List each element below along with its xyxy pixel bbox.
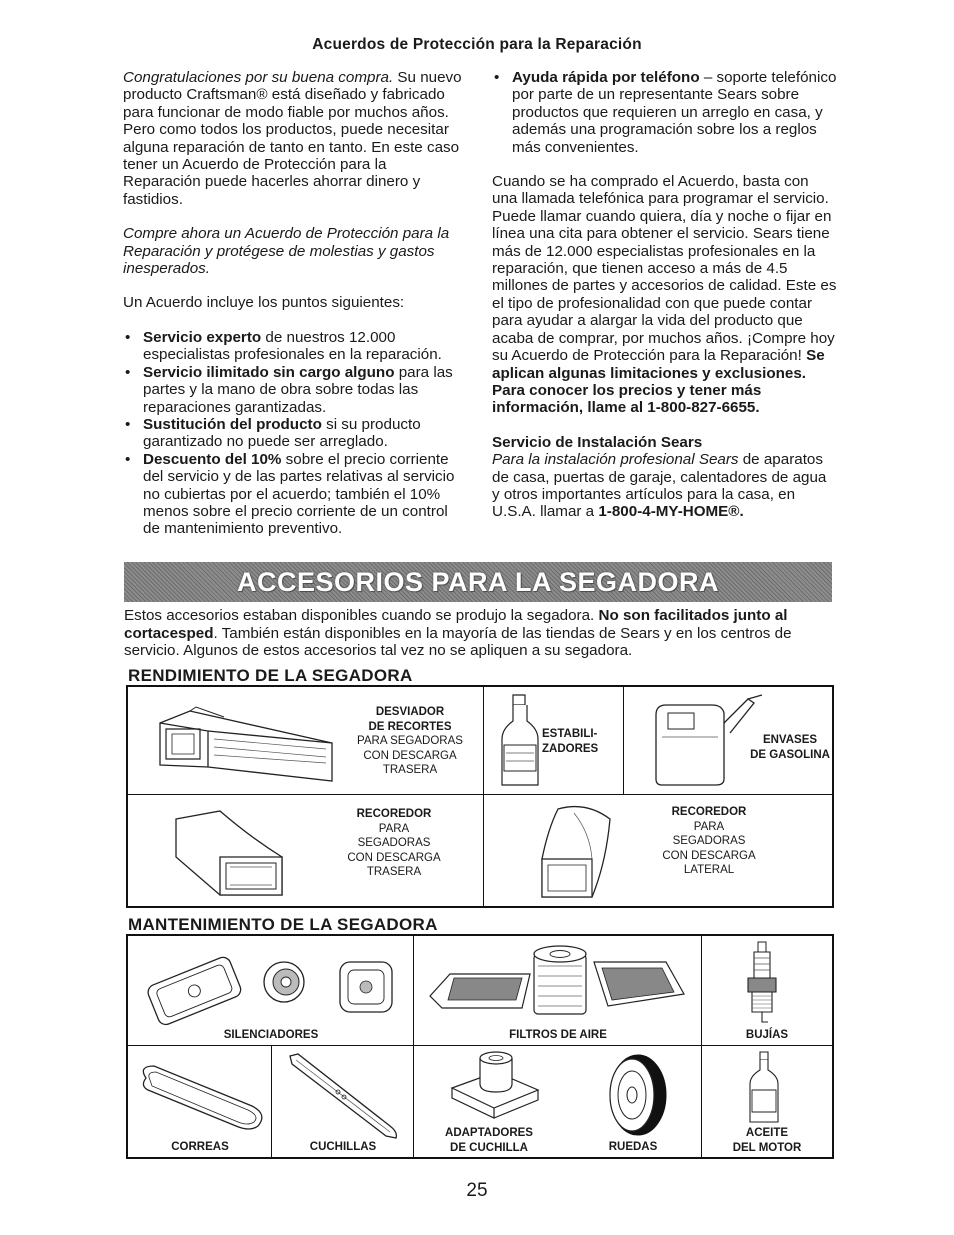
list-item: • Servicio ilimitado sin cargo alguno para las partes y la mano de obra sobre todas las reparaciones garantizadas. xyxy=(123,364,463,416)
spark-plugs-cell xyxy=(702,936,832,1046)
install-paragraph: Para la instalación profesional Sears de aparatos de casa, puertas de garaje, calentadores de agua y otros importantes artículos para la casa, en U.S.A. llamar a 1-800-4-MY-HOME®. xyxy=(492,451,827,521)
oil-bottle-icon xyxy=(746,1050,782,1124)
page-title: Acuerdos de Protección para la Reparación xyxy=(312,36,642,53)
deflector-label: DESVIADOR DE RECORTES PARA SEGADORAS CON DESCARGA TRASERA xyxy=(357,706,463,777)
gas-can-label: ENVASES DE GASOLINA xyxy=(750,734,830,761)
belts-cell xyxy=(128,1046,272,1157)
rear-bagger-icon xyxy=(170,807,294,899)
side-bag-label: RECOREDOR PARA SEGADORAS CON DESCARGA LATERAL xyxy=(662,806,756,877)
maintenance-heading: MANTENIMIENTO DE LA SEGADORA xyxy=(128,915,438,934)
wheel-icon xyxy=(600,1052,670,1138)
engine-oil-label: ACEITE DEL MOTOR xyxy=(732,1127,802,1154)
performance-grid xyxy=(126,685,834,908)
wheels-label: RUEDAS xyxy=(608,1141,658,1153)
phone-help-list xyxy=(492,69,837,156)
fuel-stabilizer-bottle-icon xyxy=(498,693,542,789)
rear-bag-cell xyxy=(128,795,484,906)
side-bag-cell xyxy=(484,795,832,906)
air-filters-icon xyxy=(426,944,690,1024)
blades-label: CUCHILLAS xyxy=(309,1141,377,1153)
list-item: • Servicio experto de nuestros 12.000 especialistas profesionales en la reparación. xyxy=(123,329,463,364)
banner-title: ACCESORIOS PARA LA SEGADORA xyxy=(236,566,720,597)
mufflers-cell xyxy=(128,936,414,1046)
page-number: 25 xyxy=(466,1180,488,1201)
deflector-cell xyxy=(128,687,484,795)
gas-can-cell xyxy=(624,687,832,795)
spark-plugs-label: BUJÍAS xyxy=(745,1029,789,1041)
belt-icon xyxy=(136,1060,268,1136)
install-heading: Servicio de Instalación Sears xyxy=(492,433,703,451)
side-bagger-icon xyxy=(534,803,618,901)
intro-paragraph: Congratulaciones por su buena compra. Su nuevo producto Craftsman® está diseñado y fabricado para funcionar de modo fiable por muchos años. Pero como todos los productos, puede necesitar alguna reparación de tanto en tanto. En este caso tener un Acuerdo de Protección para la Reparación puede hacerles ahorrar dinero y fastidios. xyxy=(123,69,462,208)
list-item: • Ayuda rápida por teléfono – soporte telefónico por parte de un representante Sears sobre productos que requieren un arreglo en casa, y además una programación sobre los a reglos más convenientes. xyxy=(492,69,837,156)
list-item: • Descuento del 10% sobre el precio corriente del servicio y de las partes relativas al servicio no cubiertas por el acuerdo; también el 10% menos sobre el precio corriente de un control de mantenimiento preventivo. xyxy=(123,451,463,538)
right-column xyxy=(492,69,837,521)
service-paragraph: Cuando se ha comprado el Acuerdo, basta con una llamada telefónica para programar el servicio. Puede llamar cuando quiera, día y noche o fijar en línea una cita para obtener el servicio. Sears tiene más de 12.000 especialistas profesionales en la reparación, que tienen acceso a más de 4.5 millones de partes y accesorios de calidad. Este es el tipo de profesionalidad con que puede contar para ayudar a alargar la vida del producto que acaba de comprar, por muchos años. ¡Compre hoy su Acuerdo de Protección para la Reparación! Se aplican algunas limitaciones y exclusiones. Para conocer los precios y tener más información, llame al 1-800-827-6655. xyxy=(492,173,837,417)
blade-adapters-label: ADAPTADORES DE CUCHILLA xyxy=(445,1127,533,1154)
stabilizer-label: ESTABILI- ZADORES xyxy=(542,728,599,755)
mufflers-label: SILENCIADORES xyxy=(223,1029,319,1041)
benefits-list xyxy=(123,329,463,538)
air-filters-cell xyxy=(414,936,702,1046)
blades-cell xyxy=(272,1046,414,1157)
blade-adapter-icon xyxy=(446,1050,542,1124)
belts-label: CORREAS xyxy=(171,1141,229,1153)
includes-paragraph: Un Acuerdo incluye los puntos siguientes: xyxy=(123,294,405,312)
accessories-intro: Estos accesorios estaban disponibles cuando se produjo la segadora. No son facilitados junto al cortacesped. También están disponibles en la mayoría de las tiendas de Sears y en los centros de servicio. Algunos de estos accesorios tal vez no se apliquen a su segadora. xyxy=(124,607,792,660)
discharge-deflector-icon xyxy=(156,703,336,785)
blade-adapters-cell xyxy=(414,1046,564,1157)
wheels-cell xyxy=(564,1046,702,1157)
performance-heading: RENDIMIENTO DE LA SEGADORA xyxy=(128,666,413,685)
left-column xyxy=(123,69,463,555)
air-filters-label: FILTROS DE AIRE xyxy=(509,1029,607,1041)
rear-bag-label: RECOREDOR PARA SEGADORAS CON DESCARGA TRASERA xyxy=(347,808,441,879)
accessories-banner xyxy=(124,562,832,602)
engine-oil-cell xyxy=(702,1046,832,1157)
offer-paragraph: Compre ahora un Acuerdo de Protección para la Reparación y protégese de molestias y gastos inesperados. xyxy=(123,225,450,278)
mufflers-icon xyxy=(144,946,400,1026)
spark-plug-icon xyxy=(742,940,782,1030)
maintenance-grid xyxy=(126,934,834,1159)
stabilizer-cell xyxy=(484,687,624,795)
list-item: • Sustitución del producto si su producto garantizado no puede ser arreglado. xyxy=(123,416,463,451)
blade-icon xyxy=(286,1052,402,1140)
